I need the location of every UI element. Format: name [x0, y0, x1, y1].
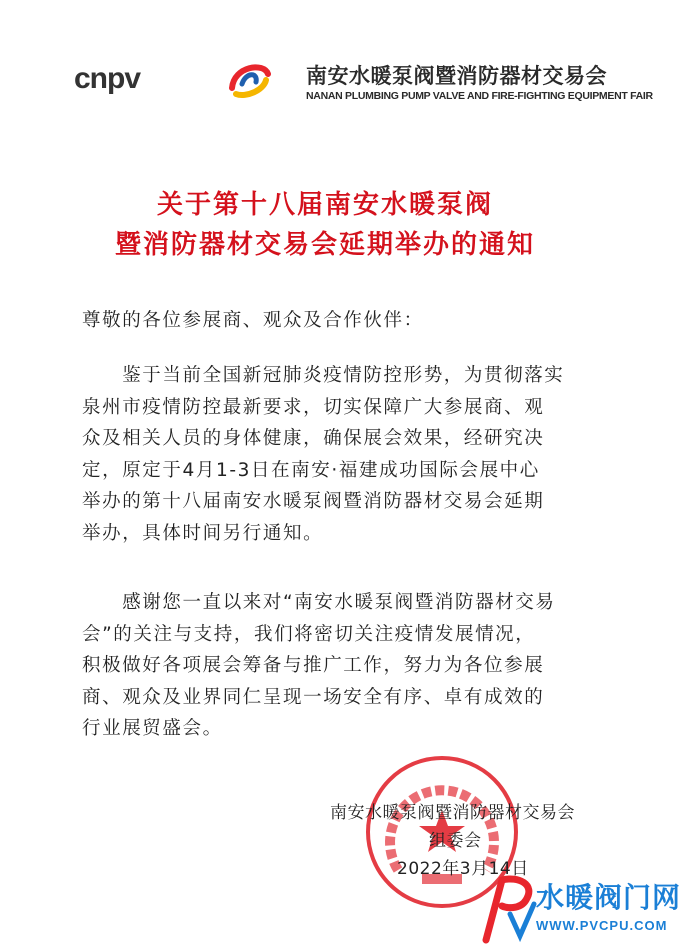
paragraph-line: 行业展贸盛会。 [82, 718, 223, 739]
fair-name-cn: 南安水暖泵阀暨消防器材交易会 [306, 64, 607, 88]
paragraph-line: 定，原定于4月1-3日在南安·福建成功国际会展中心 [82, 459, 540, 481]
paragraph-line: 举办，具体时间另行通知。 [82, 522, 324, 544]
watermark-url: WWW.PVCPU.COM [536, 918, 668, 933]
watermark-site-name: 水暖阀门网 [536, 881, 681, 914]
notice-title-line2: 暨消防器材交易会延期举办的通知 [114, 230, 535, 260]
fair-header [74, 58, 653, 110]
fair-name-en: NANAN PLUMBING PUMP VALVE AND FIRE-FIGHTING EQUIPMENT FAIR [306, 90, 653, 102]
paragraph-line: 鉴于当前全国新冠肺炎疫情防控形势，为贯彻落实 [82, 365, 565, 386]
cnpv-logo-text: cnpv [74, 62, 141, 95]
signature-date: 2022年3月14日 [397, 859, 529, 879]
site-watermark [470, 872, 681, 950]
notice-title-line1: 关于第十八届南安水暖泵阀 [156, 190, 493, 220]
paragraph-line: 泉州市疫情防控最新要求，切实保障广大参展商、观 [82, 396, 545, 418]
paragraph-line: 众及相关人员的身体健康，确保展会效果，经研究决 [82, 428, 545, 449]
salutation: 尊敬的各位参展商、观众及合作伙伴： [82, 310, 424, 331]
paragraph-line: 举办的第十八届南安水暖泵阀暨消防器材交易会延期 [82, 491, 545, 512]
paragraph-1 [82, 360, 582, 549]
paragraph-line: 商、观众及业界同仁呈现一场安全有序、卓有成效的 [82, 686, 545, 708]
paragraph-line: 会”的关注与支持，我们将密切关注疫情发展情况， [82, 623, 536, 645]
pv-logo-icon [480, 874, 538, 944]
cnpv-logo-icon [224, 58, 274, 102]
paragraph-line: 积极做好各项展会筹备与推广工作，努力为各位参展 [82, 655, 545, 676]
signature-org: 南安水暖泵阀暨消防器材交易会 [330, 803, 575, 823]
paragraph-2 [82, 587, 582, 745]
signature-committee: 组委会 [429, 831, 482, 851]
paragraph-line: 感谢您一直以来对“南安水暖泵阀暨消防器材交易 [82, 592, 556, 613]
